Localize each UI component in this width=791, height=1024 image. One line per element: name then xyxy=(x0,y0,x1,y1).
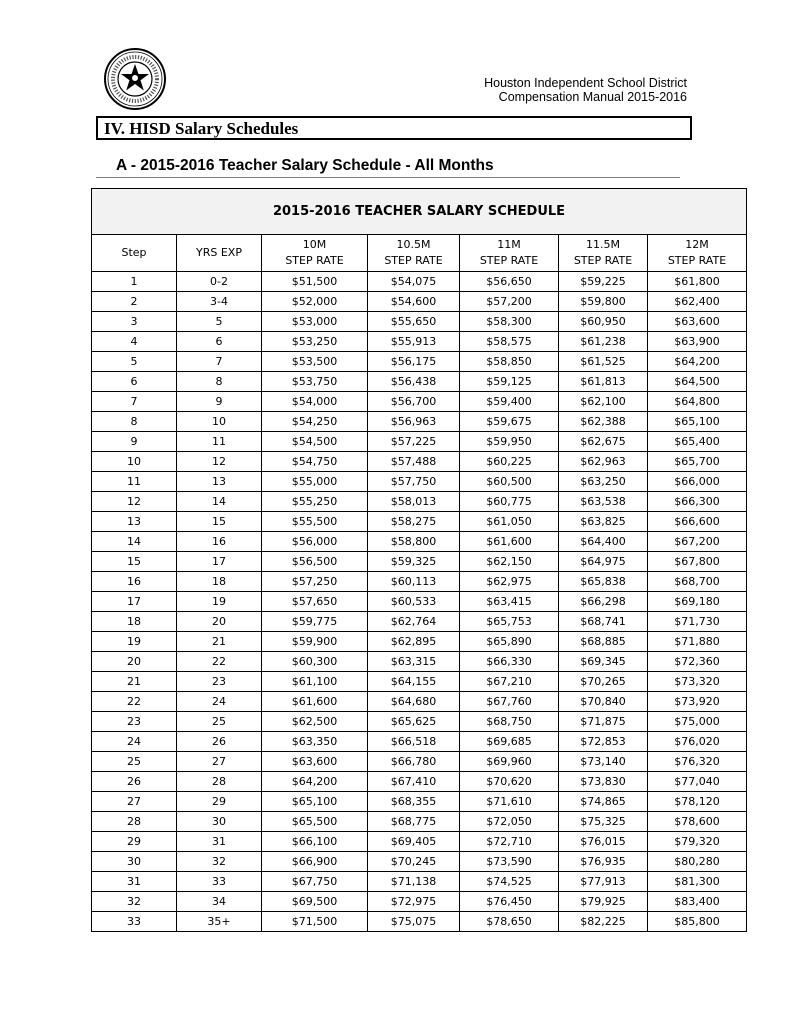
rate-10-5m-cell: $64,155 xyxy=(368,672,460,692)
rate-11-5m-cell: $60,950 xyxy=(559,312,648,332)
rate-11m-cell: $71,610 xyxy=(460,792,559,812)
step-cell: 19 xyxy=(92,632,177,652)
table-row xyxy=(92,432,747,452)
rate-10-5m-cell: $75,075 xyxy=(368,912,460,932)
step-cell: 32 xyxy=(92,892,177,912)
step-cell: 2 xyxy=(92,292,177,312)
yrs-exp-cell: 22 xyxy=(177,652,262,672)
rate-10m-cell: $71,500 xyxy=(262,912,368,932)
yrs-exp-cell: 7 xyxy=(177,352,262,372)
step-cell: 26 xyxy=(92,772,177,792)
rate-10m-cell: $64,200 xyxy=(262,772,368,792)
rate-10m-cell: $56,500 xyxy=(262,552,368,572)
table-row xyxy=(92,412,747,432)
table-row xyxy=(92,472,747,492)
rate-10m-cell: $61,600 xyxy=(262,692,368,712)
rate-12m-cell: $68,700 xyxy=(648,572,747,592)
step-cell: 33 xyxy=(92,912,177,932)
rate-11-5m-cell: $68,741 xyxy=(559,612,648,632)
rate-10m-cell: $57,650 xyxy=(262,592,368,612)
step-cell: 25 xyxy=(92,752,177,772)
rate-12m-cell: $79,320 xyxy=(648,832,747,852)
header-10-5m xyxy=(368,235,460,272)
rate-10m-cell: $55,250 xyxy=(262,492,368,512)
rate-12m-cell: $64,800 xyxy=(648,392,747,412)
rate-10-5m-cell: $59,325 xyxy=(368,552,460,572)
step-cell: 30 xyxy=(92,852,177,872)
yrs-exp-cell: 30 xyxy=(177,812,262,832)
yrs-exp-cell: 16 xyxy=(177,532,262,552)
rate-12m-cell: $73,320 xyxy=(648,672,747,692)
rate-10m-cell: $61,100 xyxy=(262,672,368,692)
rate-10m-cell: $55,000 xyxy=(262,472,368,492)
step-cell: 18 xyxy=(92,612,177,632)
rate-10m-cell: $57,250 xyxy=(262,572,368,592)
rate-11m-cell: $62,975 xyxy=(460,572,559,592)
table-row xyxy=(92,672,747,692)
rate-10m-cell: $63,600 xyxy=(262,752,368,772)
rate-10m-cell: $65,100 xyxy=(262,792,368,812)
rate-10-5m-cell: $55,913 xyxy=(368,332,460,352)
table-row xyxy=(92,892,747,912)
table-row xyxy=(92,712,747,732)
rate-11m-cell: $65,890 xyxy=(460,632,559,652)
header-10m-step-rate: STEP RATE xyxy=(285,254,344,267)
rate-10-5m-cell: $62,895 xyxy=(368,632,460,652)
rate-11-5m-cell: $63,250 xyxy=(559,472,648,492)
rate-11m-cell: $66,330 xyxy=(460,652,559,672)
step-cell: 1 xyxy=(92,272,177,292)
step-cell: 8 xyxy=(92,412,177,432)
yrs-exp-cell: 14 xyxy=(177,492,262,512)
rate-10-5m-cell: $64,680 xyxy=(368,692,460,712)
yrs-exp-cell: 12 xyxy=(177,452,262,472)
rate-10m-cell: $69,500 xyxy=(262,892,368,912)
step-cell: 9 xyxy=(92,432,177,452)
rate-11m-cell: $67,210 xyxy=(460,672,559,692)
rate-10-5m-cell: $57,750 xyxy=(368,472,460,492)
rate-10-5m-cell: $55,650 xyxy=(368,312,460,332)
step-cell: 11 xyxy=(92,472,177,492)
salary-schedule-table xyxy=(91,188,747,932)
rate-11-5m-cell: $62,100 xyxy=(559,392,648,412)
section-heading-box xyxy=(96,116,692,140)
rate-12m-cell: $73,920 xyxy=(648,692,747,712)
rate-12m-cell: $65,700 xyxy=(648,452,747,472)
rate-12m-cell: $64,200 xyxy=(648,352,747,372)
rate-11m-cell: $59,125 xyxy=(460,372,559,392)
rate-11-5m-cell: $63,825 xyxy=(559,512,648,532)
section-title: IV. HISD Salary Schedules xyxy=(104,119,299,138)
rate-10-5m-cell: $60,113 xyxy=(368,572,460,592)
table-row xyxy=(92,372,747,392)
rate-12m-cell: $75,000 xyxy=(648,712,747,732)
rate-11-5m-cell: $76,935 xyxy=(559,852,648,872)
rate-11-5m-cell: $76,015 xyxy=(559,832,648,852)
rate-11m-cell: $59,950 xyxy=(460,432,559,452)
yrs-exp-cell: 6 xyxy=(177,332,262,352)
rate-11m-cell: $56,650 xyxy=(460,272,559,292)
rate-10m-cell: $55,500 xyxy=(262,512,368,532)
rate-12m-cell: $78,120 xyxy=(648,792,747,812)
rate-12m-cell: $76,020 xyxy=(648,732,747,752)
rate-12m-cell: $67,800 xyxy=(648,552,747,572)
rate-12m-cell: $85,800 xyxy=(648,912,747,932)
rate-10-5m-cell: $65,625 xyxy=(368,712,460,732)
rate-11m-cell: $72,050 xyxy=(460,812,559,832)
rate-11m-cell: $61,050 xyxy=(460,512,559,532)
rate-11-5m-cell: $74,865 xyxy=(559,792,648,812)
yrs-exp-cell: 33 xyxy=(177,872,262,892)
rate-10-5m-cell: $66,518 xyxy=(368,732,460,752)
rate-11m-cell: $69,685 xyxy=(460,732,559,752)
rate-10m-cell: $54,250 xyxy=(262,412,368,432)
table-row xyxy=(92,732,747,752)
yrs-exp-cell: 28 xyxy=(177,772,262,792)
yrs-exp-cell: 15 xyxy=(177,512,262,532)
header-12m-label: 12M xyxy=(685,238,709,251)
table-row xyxy=(92,552,747,572)
header-step: Step xyxy=(92,235,177,272)
rate-10-5m-cell: $62,764 xyxy=(368,612,460,632)
step-cell: 7 xyxy=(92,392,177,412)
rate-11-5m-cell: $72,853 xyxy=(559,732,648,752)
table-row xyxy=(92,872,747,892)
yrs-exp-cell: 0-2 xyxy=(177,272,262,292)
table-row xyxy=(92,692,747,712)
rate-11-5m-cell: $59,225 xyxy=(559,272,648,292)
step-cell: 14 xyxy=(92,532,177,552)
table-row xyxy=(92,352,747,372)
table-row xyxy=(92,392,747,412)
rate-10m-cell: $65,500 xyxy=(262,812,368,832)
rate-12m-cell: $80,280 xyxy=(648,852,747,872)
yrs-exp-cell: 11 xyxy=(177,432,262,452)
rate-12m-cell: $65,400 xyxy=(648,432,747,452)
step-cell: 22 xyxy=(92,692,177,712)
rate-11m-cell: $72,710 xyxy=(460,832,559,852)
rate-12m-cell: $83,400 xyxy=(648,892,747,912)
rate-10m-cell: $62,500 xyxy=(262,712,368,732)
header-12m-step-rate: STEP RATE xyxy=(667,254,727,267)
table-row xyxy=(92,512,747,532)
rate-10-5m-cell: $67,410 xyxy=(368,772,460,792)
table-row xyxy=(92,772,747,792)
rate-11m-cell: $60,775 xyxy=(460,492,559,512)
rate-12m-cell: $71,730 xyxy=(648,612,747,632)
yrs-exp-cell: 8 xyxy=(177,372,262,392)
rate-11m-cell: $63,415 xyxy=(460,592,559,612)
yrs-exp-cell: 18 xyxy=(177,572,262,592)
rate-11-5m-cell: $75,325 xyxy=(559,812,648,832)
rate-11m-cell: $60,225 xyxy=(460,452,559,472)
yrs-exp-cell: 29 xyxy=(177,792,262,812)
document-header xyxy=(484,76,687,104)
rate-11-5m-cell: $65,838 xyxy=(559,572,648,592)
step-cell: 16 xyxy=(92,572,177,592)
yrs-exp-cell: 35+ xyxy=(177,912,262,932)
step-cell: 17 xyxy=(92,592,177,612)
rate-12m-cell: $67,200 xyxy=(648,532,747,552)
step-cell: 21 xyxy=(92,672,177,692)
rate-10-5m-cell: $56,700 xyxy=(368,392,460,412)
header-11-5m-step-rate: STEP RATE xyxy=(573,254,633,267)
rate-10m-cell: $52,000 xyxy=(262,292,368,312)
rate-12m-cell: $64,500 xyxy=(648,372,747,392)
step-cell: 23 xyxy=(92,712,177,732)
header-11-5m xyxy=(559,235,648,272)
yrs-exp-cell: 3-4 xyxy=(177,292,262,312)
rate-10-5m-cell: $56,175 xyxy=(368,352,460,372)
rate-12m-cell: $78,600 xyxy=(648,812,747,832)
step-cell: 10 xyxy=(92,452,177,472)
rate-11m-cell: $76,450 xyxy=(460,892,559,912)
rate-10m-cell: $53,750 xyxy=(262,372,368,392)
rate-11m-cell: $69,960 xyxy=(460,752,559,772)
schedule-title: 2015-2016 TEACHER SALARY SCHEDULE xyxy=(92,189,747,235)
rate-10-5m-cell: $68,775 xyxy=(368,812,460,832)
rate-11m-cell: $68,750 xyxy=(460,712,559,732)
rate-11m-cell: $74,525 xyxy=(460,872,559,892)
table-row xyxy=(92,652,747,672)
rate-10m-cell: $60,300 xyxy=(262,652,368,672)
header-11m-step-rate: STEP RATE xyxy=(479,254,539,267)
rate-11m-cell: $73,590 xyxy=(460,852,559,872)
yrs-exp-cell: 31 xyxy=(177,832,262,852)
yrs-exp-cell: 32 xyxy=(177,852,262,872)
step-cell: 31 xyxy=(92,872,177,892)
rate-11-5m-cell: $79,925 xyxy=(559,892,648,912)
step-cell: 28 xyxy=(92,812,177,832)
rate-11-5m-cell: $62,963 xyxy=(559,452,648,472)
section-subtitle: A - 2015-2016 Teacher Salary Schedule - All Months xyxy=(116,157,494,174)
rate-11-5m-cell: $71,875 xyxy=(559,712,648,732)
table-row xyxy=(92,832,747,852)
rate-11-5m-cell: $70,265 xyxy=(559,672,648,692)
step-cell: 29 xyxy=(92,832,177,852)
table-row xyxy=(92,572,747,592)
header-yrs-exp: YRS EXP xyxy=(177,235,262,272)
step-cell: 5 xyxy=(92,352,177,372)
rate-11-5m-cell: $70,840 xyxy=(559,692,648,712)
rate-12m-cell: $66,600 xyxy=(648,512,747,532)
rate-10m-cell: $56,000 xyxy=(262,532,368,552)
rate-10-5m-cell: $54,075 xyxy=(368,272,460,292)
header-10m xyxy=(262,235,368,272)
yrs-exp-cell: 20 xyxy=(177,612,262,632)
rate-10m-cell: $54,750 xyxy=(262,452,368,472)
table-row xyxy=(92,492,747,512)
table-row xyxy=(92,632,747,652)
rate-11-5m-cell: $69,345 xyxy=(559,652,648,672)
header-12m xyxy=(648,235,747,272)
rate-11-5m-cell: $62,388 xyxy=(559,412,648,432)
table-row xyxy=(92,612,747,632)
table-row xyxy=(92,812,747,832)
yrs-exp-cell: 21 xyxy=(177,632,262,652)
rate-11-5m-cell: $64,400 xyxy=(559,532,648,552)
rate-10-5m-cell: $54,600 xyxy=(368,292,460,312)
header-11-5m-label: 11.5M xyxy=(586,238,620,251)
header-10-5m-label: 10.5M xyxy=(396,238,431,251)
rate-10m-cell: $59,900 xyxy=(262,632,368,652)
rate-10-5m-cell: $56,438 xyxy=(368,372,460,392)
subtitle-divider xyxy=(96,177,680,178)
rate-11-5m-cell: $73,830 xyxy=(559,772,648,792)
header-10m-label: 10M xyxy=(302,238,327,251)
table-row xyxy=(92,272,747,292)
table-row xyxy=(92,852,747,872)
manual-title: Compensation Manual 2015-2016 xyxy=(498,90,687,104)
rate-10-5m-cell: $58,275 xyxy=(368,512,460,532)
rate-11m-cell: $58,575 xyxy=(460,332,559,352)
yrs-exp-cell: 13 xyxy=(177,472,262,492)
rate-11m-cell: $62,150 xyxy=(460,552,559,572)
rate-11-5m-cell: $77,913 xyxy=(559,872,648,892)
step-cell: 4 xyxy=(92,332,177,352)
rate-10-5m-cell: $66,780 xyxy=(368,752,460,772)
salary-schedule-body xyxy=(92,272,747,932)
table-row xyxy=(92,592,747,612)
rate-11m-cell: $65,753 xyxy=(460,612,559,632)
rate-10-5m-cell: $70,245 xyxy=(368,852,460,872)
rate-12m-cell: $77,040 xyxy=(648,772,747,792)
rate-10m-cell: $53,000 xyxy=(262,312,368,332)
rate-11-5m-cell: $59,800 xyxy=(559,292,648,312)
rate-11m-cell: $70,620 xyxy=(460,772,559,792)
step-cell: 3 xyxy=(92,312,177,332)
rate-12m-cell: $66,000 xyxy=(648,472,747,492)
step-cell: 6 xyxy=(92,372,177,392)
rate-11-5m-cell: $73,140 xyxy=(559,752,648,772)
rate-10m-cell: $67,750 xyxy=(262,872,368,892)
rate-10-5m-cell: $68,355 xyxy=(368,792,460,812)
rate-11m-cell: $59,400 xyxy=(460,392,559,412)
rate-11-5m-cell: $82,225 xyxy=(559,912,648,932)
yrs-exp-cell: 26 xyxy=(177,732,262,752)
hisd-seal-logo xyxy=(103,47,167,111)
yrs-exp-cell: 9 xyxy=(177,392,262,412)
rate-11-5m-cell: $68,885 xyxy=(559,632,648,652)
rate-11-5m-cell: $64,975 xyxy=(559,552,648,572)
rate-11-5m-cell: $66,298 xyxy=(559,592,648,612)
rate-10m-cell: $63,350 xyxy=(262,732,368,752)
rate-11-5m-cell: $61,813 xyxy=(559,372,648,392)
rate-10m-cell: $54,000 xyxy=(262,392,368,412)
rate-12m-cell: $81,300 xyxy=(648,872,747,892)
table-row xyxy=(92,792,747,812)
table-row xyxy=(92,332,747,352)
yrs-exp-cell: 19 xyxy=(177,592,262,612)
rate-10m-cell: $53,250 xyxy=(262,332,368,352)
rate-11m-cell: $58,850 xyxy=(460,352,559,372)
rate-12m-cell: $66,300 xyxy=(648,492,747,512)
rate-10-5m-cell: $69,405 xyxy=(368,832,460,852)
rate-10-5m-cell: $58,013 xyxy=(368,492,460,512)
rate-11m-cell: $61,600 xyxy=(460,532,559,552)
rate-11m-cell: $57,200 xyxy=(460,292,559,312)
rate-10-5m-cell: $71,138 xyxy=(368,872,460,892)
yrs-exp-cell: 10 xyxy=(177,412,262,432)
rate-11m-cell: $67,760 xyxy=(460,692,559,712)
rate-12m-cell: $63,600 xyxy=(648,312,747,332)
rate-12m-cell: $69,180 xyxy=(648,592,747,612)
step-cell: 12 xyxy=(92,492,177,512)
rate-11m-cell: $78,650 xyxy=(460,912,559,932)
rate-11-5m-cell: $61,525 xyxy=(559,352,648,372)
rate-10-5m-cell: $63,315 xyxy=(368,652,460,672)
yrs-exp-cell: 5 xyxy=(177,312,262,332)
rate-10m-cell: $53,500 xyxy=(262,352,368,372)
header-10-5m-step-rate: STEP RATE xyxy=(384,254,443,267)
step-cell: 27 xyxy=(92,792,177,812)
yrs-exp-cell: 17 xyxy=(177,552,262,572)
rate-10-5m-cell: $56,963 xyxy=(368,412,460,432)
rate-12m-cell: $65,100 xyxy=(648,412,747,432)
yrs-exp-cell: 25 xyxy=(177,712,262,732)
step-cell: 24 xyxy=(92,732,177,752)
rate-10-5m-cell: $72,975 xyxy=(368,892,460,912)
step-cell: 20 xyxy=(92,652,177,672)
table-row xyxy=(92,752,747,772)
table-row xyxy=(92,312,747,332)
step-cell: 13 xyxy=(92,512,177,532)
table-row xyxy=(92,912,747,932)
rate-12m-cell: $76,320 xyxy=(648,752,747,772)
rate-10-5m-cell: $60,533 xyxy=(368,592,460,612)
rate-10m-cell: $66,900 xyxy=(262,852,368,872)
rate-10-5m-cell: $58,800 xyxy=(368,532,460,552)
yrs-exp-cell: 34 xyxy=(177,892,262,912)
rate-11-5m-cell: $61,238 xyxy=(559,332,648,352)
rate-10m-cell: $59,775 xyxy=(262,612,368,632)
rate-10m-cell: $66,100 xyxy=(262,832,368,852)
rate-10-5m-cell: $57,488 xyxy=(368,452,460,472)
rate-11-5m-cell: $62,675 xyxy=(559,432,648,452)
rate-12m-cell: $62,400 xyxy=(648,292,747,312)
step-cell: 15 xyxy=(92,552,177,572)
rate-10m-cell: $54,500 xyxy=(262,432,368,452)
rate-12m-cell: $63,900 xyxy=(648,332,747,352)
yrs-exp-cell: 24 xyxy=(177,692,262,712)
yrs-exp-cell: 27 xyxy=(177,752,262,772)
rate-10m-cell: $51,500 xyxy=(262,272,368,292)
rate-12m-cell: $61,800 xyxy=(648,272,747,292)
rate-11m-cell: $60,500 xyxy=(460,472,559,492)
rate-11m-cell: $59,675 xyxy=(460,412,559,432)
rate-11-5m-cell: $63,538 xyxy=(559,492,648,512)
table-row xyxy=(92,292,747,312)
header-11m xyxy=(460,235,559,272)
org-name: Houston Independent School District xyxy=(484,76,687,90)
yrs-exp-cell: 23 xyxy=(177,672,262,692)
table-row xyxy=(92,452,747,472)
rate-10-5m-cell: $57,225 xyxy=(368,432,460,452)
table-row xyxy=(92,532,747,552)
rate-11m-cell: $58,300 xyxy=(460,312,559,332)
rate-12m-cell: $72,360 xyxy=(648,652,747,672)
rate-12m-cell: $71,880 xyxy=(648,632,747,652)
header-11m-label: 11M xyxy=(497,238,521,251)
